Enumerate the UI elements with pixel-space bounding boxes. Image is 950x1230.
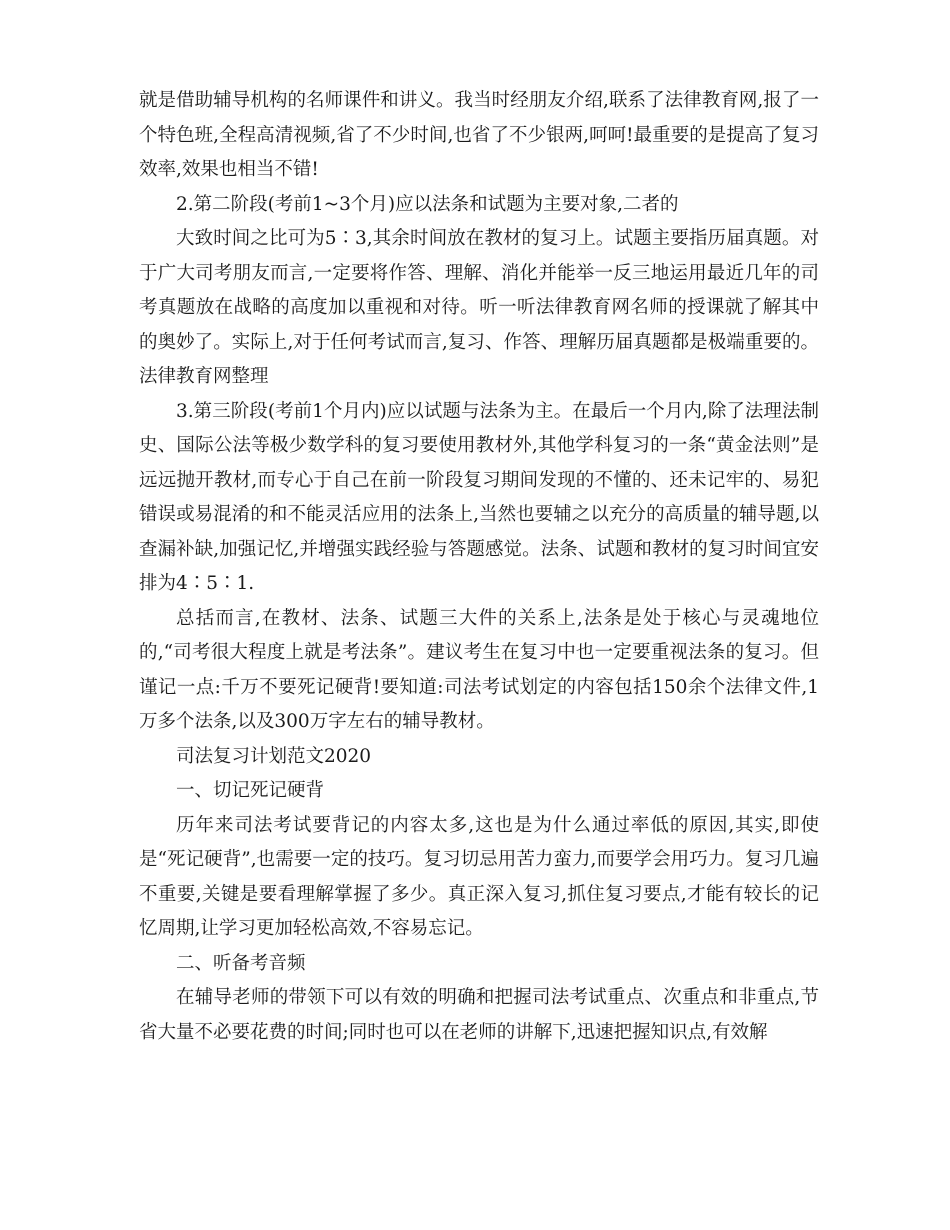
paragraph-stage-two-body: 大致时间之比可为5∶3,其余时间放在教材的复习上。试题主要指历届真题。对于广大司考朋友而言,一定要将作答、理解、消化并能举一反三地运用最近几年的司考真题放在战略的高度加以重视和对待。听一听法律教育网名师的授课就了解其中的奥妙了。实际上,对于任何考试而言,复习、作答、理解历届真题都是极端重要的。法律教育网整理 [139,228,819,387]
paragraph-summary: 总括而言,在教材、法条、试题三大件的关系上,法条是处于核心与灵魂地位的,“司考很大程度上就是考法条”。建议考生在复习中也一定要重视法条的复习。但谨记一点:千万不要死记硬背!要知道:司法考试划定的内容包括150余个法律文件,1万多个法条,以及300万字左右的辅导教材。 [139,607,819,732]
subheading-2: 二、听备考音频 [176,952,306,974]
paragraph-rote-memory: 历年来司法考试要背记的内容太多,这也是为什么通过率低的原因,其实,即使是“死记硬背”,也需要一定的技巧。复习切忌用苦力蛮力,而要学会用巧力。复习几遍不重要,关键是要看理解掌握了多少。真正深入复习,抓住复习要点,才能有较长的记忆周期,让学习更加轻松高效,不容易忘记。 [139,814,819,939]
paragraph-stage-two-heading: 2.第二阶段(考前1~3个月)应以法条和试题为主要对象,二者的 [176,193,679,215]
paragraph-continuation: 就是借助辅导机构的名师课件和讲义。我当时经朋友介绍,联系了法律教育网,报了一个特色班,全程高清视频,省了不少时间,也省了不少银两,呵呵!最重要的是提高了复习效率,效果也相当不错! [139,90,819,180]
subheading-1: 一、切记死记硬背 [176,780,325,801]
document-body [139,84,819,1050]
paragraph-stage-three: 3.第三阶段(考前1个月内)应以试题与法条为主。在最后一个月内,除了法理法制史、国际公法等极少数学科的复习要使用教材外,其他学科复习的一条“黄金法则”是远远抛开教材,而专心于自己在前一阶段复习期间发现的不懂的、还未记牢的、易犯错误或易混淆的和不能灵活应用的法条上,当然也要辅之以充分的高质量的辅导题,以查漏补缺,加强记忆,并增强实践经验与答题感觉。法条、试题和教材的复习时间宜安排为4∶5∶1. [139,400,819,594]
section-title: 司法复习计划范文2020 [176,745,372,767]
paragraph-audio: 在辅导老师的带领下可以有效的明确和把握司法考试重点、次重点和非重点,节省大量不必要花费的时间;同时也可以在老师的讲解下,迅速把握知识点,有效解 [139,987,819,1043]
